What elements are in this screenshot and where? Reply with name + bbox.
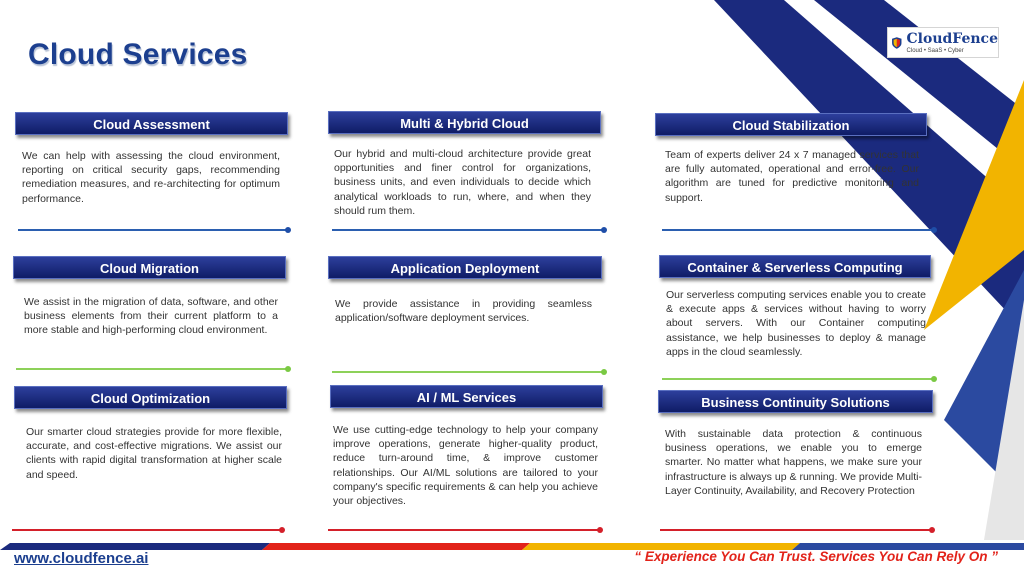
service-desc-cloud-migration: We assist in the migration of data, software, and other business elements from their current platform to a more stable and high-performing cloud environment.: [24, 296, 278, 337]
cloudfence-logo: [887, 27, 999, 58]
logo-tagline: Cloud • SaaS • Cyber: [906, 47, 964, 54]
footer-tagline: “ Experience You Can Trust. Services You Can Rely On ”: [634, 549, 998, 564]
divider: [662, 229, 934, 231]
service-desc-business-continuity: With sustainable data protection & continuous business operations, we enable you to emerge smarter. No matter what happens, we make sure your infrastructure is always up & running. We provide Multi-Layer Continuity, Availability, and Recovery Protection: [665, 428, 922, 497]
service-desc-cloud-stabilization: Team of experts deliver 24 x 7 managed services that are fully automated, operational and error-free. Our algorithm are tuned for predictive monitoring and support.: [665, 149, 919, 204]
service-header-cloud-stabilization: Cloud Stabilization: [655, 113, 927, 136]
divider: [18, 229, 288, 231]
divider: [660, 529, 932, 531]
service-header-ai-ml-services: AI / ML Services: [330, 385, 603, 408]
service-desc-application-deployment: We provide assistance in providing seamless application/software deployment services.: [335, 298, 592, 325]
service-header-cloud-assessment: Cloud Assessment: [15, 112, 288, 135]
divider: [332, 229, 604, 231]
service-desc-cloud-assessment: We can help with assessing the cloud environment, reporting on critical security gaps, recommending remediation measures, and re-architecting for optimum performance.: [22, 150, 280, 205]
service-desc-ai-ml-services: We use cutting-edge technology to help your company improve operations, generate higher-quality product, reduce turn-around time, & improve customer relationships. Our AI/ML solutions are tailored to your company's specific requirements & can help you achieve your objectives.: [333, 424, 598, 508]
service-header-cloud-migration: Cloud Migration: [13, 256, 286, 279]
service-header-business-continuity: Business Continuity Solutions: [658, 390, 933, 413]
service-desc-container-serverless: Our serverless computing services enable you to create & execute apps & services without having to worry about servers. With our Container computing assistance, we help businesses to deploy & manage apps in the cloud seamlessly.: [666, 289, 926, 358]
service-header-application-deployment: Application Deployment: [328, 256, 602, 279]
logo-name: CloudFence: [906, 30, 998, 47]
service-desc-multi-hybrid-cloud: Our hybrid and multi-cloud architecture provide great opportunities and finer control for organizations, business units, and even individuals to decide which analytical workloads to run, where, and when they should rum them.: [334, 148, 591, 217]
divider: [16, 368, 288, 370]
service-desc-cloud-optimization: Our smarter cloud strategies provide for more flexible, accurate, and cost-effective migrations. We assist our clients with rapid digital transformation at higher scale and speed.: [26, 426, 282, 481]
divider: [328, 529, 600, 531]
divider: [332, 371, 604, 373]
page-title: Cloud Services: [28, 38, 248, 71]
divider: [662, 378, 934, 380]
divider: [12, 529, 282, 531]
shield-icon: [891, 31, 903, 55]
website-link[interactable]: www.cloudfence.ai: [14, 550, 149, 567]
service-header-multi-hybrid-cloud: Multi & Hybrid Cloud: [328, 111, 601, 134]
service-header-container-serverless: Container & Serverless Computing: [659, 255, 931, 278]
service-header-cloud-optimization: Cloud Optimization: [14, 386, 287, 409]
